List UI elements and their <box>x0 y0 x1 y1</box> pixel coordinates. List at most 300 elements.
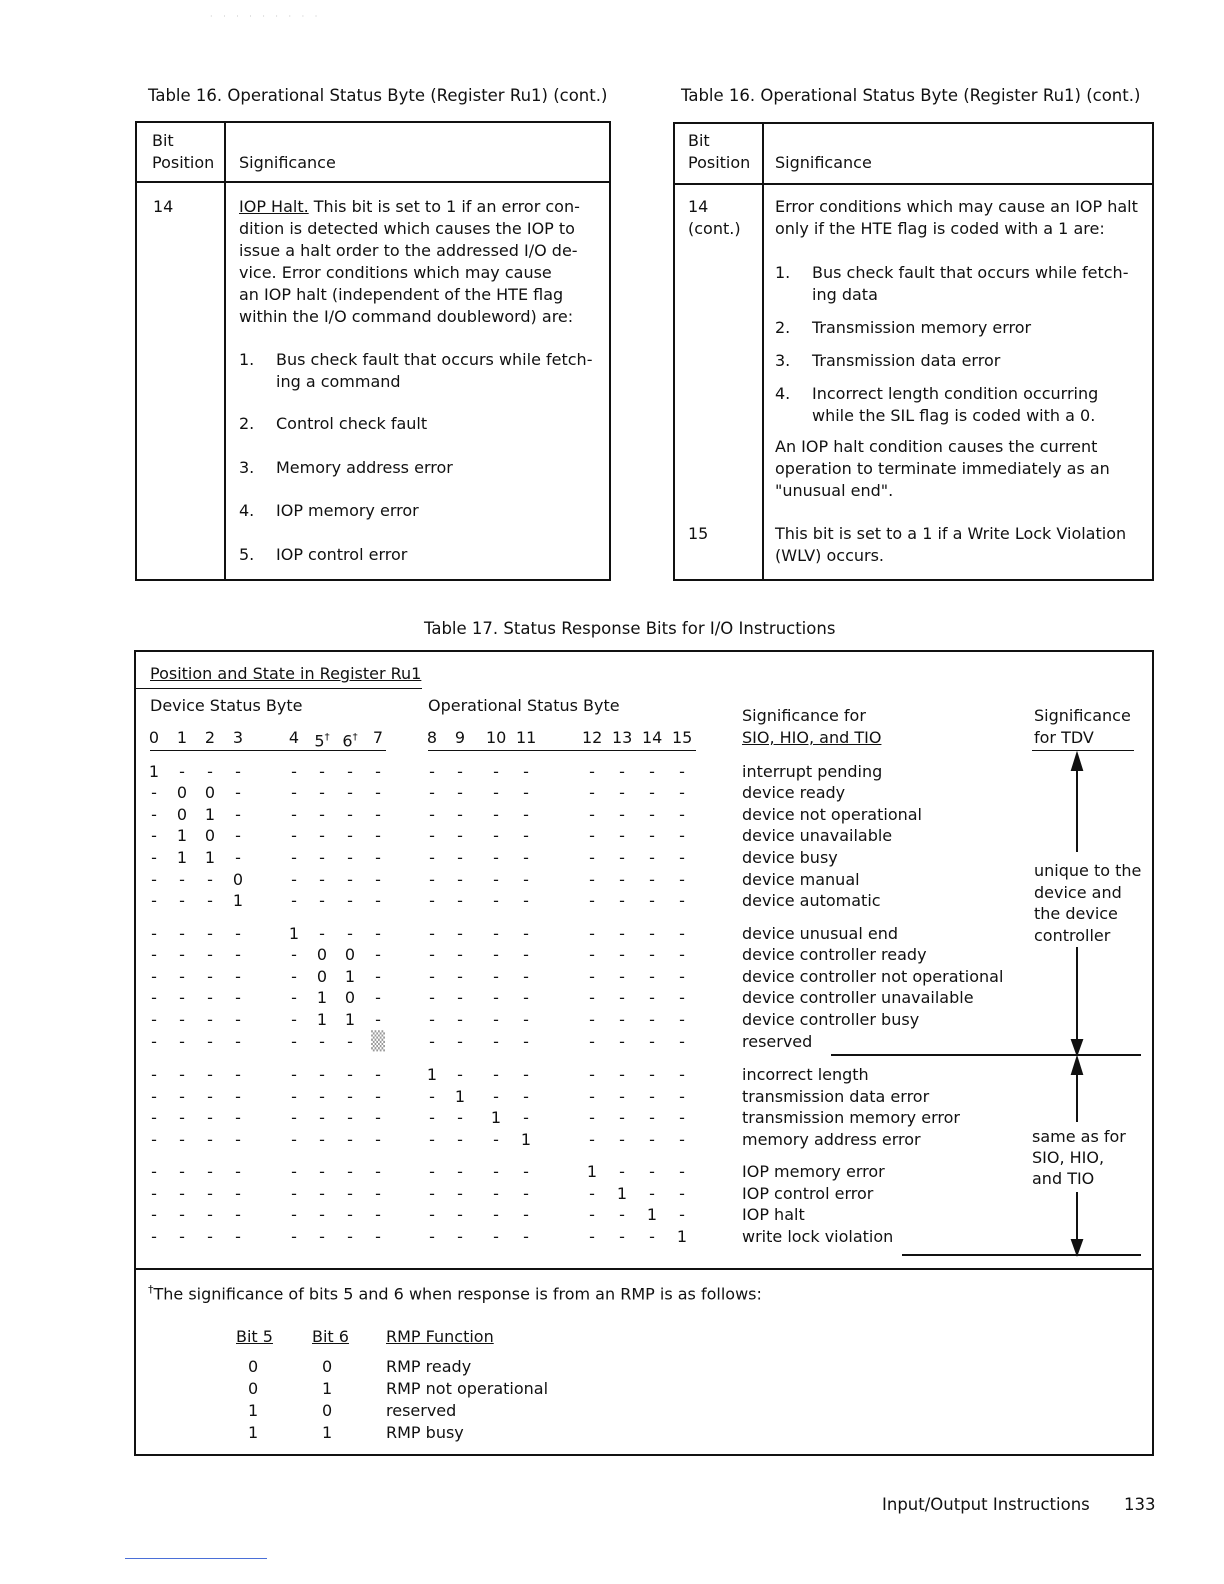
bit-cell: - <box>523 870 529 889</box>
bit-cell: - <box>179 1065 185 1084</box>
bit-cell: - <box>375 1087 381 1106</box>
bit-cell: - <box>493 762 499 781</box>
bit-cell: - <box>429 988 435 1007</box>
bit-cell: - <box>457 1184 463 1203</box>
significance-text: transmission data error <box>742 1087 930 1106</box>
bit-cell: - <box>493 805 499 824</box>
bit-cell: - <box>291 870 297 889</box>
bit-cell: - <box>589 783 595 802</box>
bit-cell: - <box>235 988 241 1007</box>
header-marks: · · · · · · · · · <box>210 12 322 21</box>
table16-right: Bit Position Significance 14 (cont.) Error conditions which may cause an IOP halt only if the HTE flag is coded with a 1 are: 1. Bus check fault that occurs while fetch- ing data 2. Transmission memory error 3. Transmission data error 4. Incorrect length condition occurring while the SIL flag is coded with a 0. An IOP halt condition causes the current operation to terminate immediately as an "unusual end". 15 This bit is set to a 1 if a Write Lock Violation (WLV) occurs. <box>673 122 1154 581</box>
significance-header: Significance <box>239 153 336 172</box>
dagger-mark: † <box>324 732 330 743</box>
rmp-cell: RMP busy <box>386 1423 464 1442</box>
bit-cell: 0 <box>316 967 328 986</box>
bit-number: 4 <box>288 728 300 747</box>
bit-cell: - <box>457 848 463 867</box>
bit-cell: - <box>319 924 325 943</box>
bit-cell: - <box>523 848 529 867</box>
bit-cell: 0 <box>204 826 216 845</box>
bit-cell: - <box>649 1087 655 1106</box>
bit-cell: - <box>649 1184 655 1203</box>
rmp-cell: 0 <box>248 1379 259 1398</box>
bit-cell: - <box>291 891 297 910</box>
bit-cell: - <box>375 924 381 943</box>
bit-cell: - <box>619 988 625 1007</box>
bit-cell: - <box>619 1065 625 1084</box>
bit-cell: - <box>649 967 655 986</box>
bit-cell: 1 <box>204 805 216 824</box>
bit-cell: - <box>235 826 241 845</box>
bit-cell: - <box>207 1065 213 1084</box>
bit-cell: - <box>319 1227 325 1246</box>
bit-cell: - <box>619 1087 625 1106</box>
bit-cell: - <box>457 1205 463 1224</box>
bit-cell: - <box>151 1162 157 1181</box>
bit-number: 3 <box>232 728 244 747</box>
iop-halt-title: IOP Halt. <box>239 197 309 216</box>
bit-cell: - <box>179 1205 185 1224</box>
bit-cell: - <box>207 988 213 1007</box>
bit-cell: - <box>235 805 241 824</box>
bit-cell: - <box>523 967 529 986</box>
bit-cell: - <box>207 945 213 964</box>
rmp-cell: 1 <box>322 1379 333 1398</box>
bit-cell: - <box>151 1032 157 1051</box>
tdv-same-text: same as for SIO, HIO, and TIO <box>1032 1127 1126 1188</box>
bit-cell: - <box>291 1032 297 1051</box>
bit-cell: - <box>179 1108 185 1127</box>
rmp-cell: reserved <box>386 1401 457 1420</box>
bit-cell: 1 <box>344 1010 356 1029</box>
bit-cell: - <box>493 1184 499 1203</box>
bit-cell: - <box>319 805 325 824</box>
bit-cell: - <box>235 945 241 964</box>
bit-cell: - <box>179 1227 185 1246</box>
bit-cell: - <box>589 762 595 781</box>
bit-cell: - <box>429 805 435 824</box>
bit-cell: - <box>151 945 157 964</box>
table16-caption-left: Table 16. Operational Status Byte (Register Ru1) (cont.) <box>148 86 608 105</box>
bit-cell: - <box>235 967 241 986</box>
significance-text: device unusual end <box>742 924 899 943</box>
bit-cell: - <box>429 1108 435 1127</box>
bit-cell: 1 <box>288 924 300 943</box>
significance-text: reserved <box>742 1032 813 1051</box>
footnote: †The significance of bits 5 and 6 when response is from an RMP is as follows: <box>148 1283 762 1304</box>
rmp-cell: RMP ready <box>386 1357 472 1376</box>
bit-cell: - <box>207 1108 213 1127</box>
bit-cell: - <box>589 1227 595 1246</box>
bit-cell: - <box>589 826 595 845</box>
bit-cell: - <box>523 1108 529 1127</box>
bit-cell: - <box>679 870 685 889</box>
bit-cell: - <box>375 783 381 802</box>
bit-cell: - <box>457 1108 463 1127</box>
bit-cell: - <box>347 848 353 867</box>
bit-cell: - <box>649 783 655 802</box>
bit-number: 13 <box>612 728 633 747</box>
bit-cell: - <box>619 967 625 986</box>
bit-cell: - <box>429 924 435 943</box>
sig-sio-header: Significance for SIO, HIO, and TIO <box>742 706 882 747</box>
bit-cell: - <box>375 848 381 867</box>
bit-cell: - <box>523 924 529 943</box>
bit-cell: - <box>589 1130 595 1149</box>
bit-number: 1 <box>176 728 188 747</box>
bit-cell: 1 <box>586 1162 598 1181</box>
bit-cell: - <box>493 1087 499 1106</box>
bit-cell: - <box>151 1130 157 1149</box>
bit-cell: - <box>375 1065 381 1084</box>
bit-cell: - <box>151 1184 157 1203</box>
significance-text: device manual <box>742 870 860 889</box>
bit-cell: - <box>589 1205 595 1224</box>
bit-cell: - <box>235 848 241 867</box>
bit-cell: 1 <box>616 1184 628 1203</box>
bit-cell: - <box>291 1184 297 1203</box>
bit-cell: - <box>679 924 685 943</box>
bit-cell: - <box>589 924 595 943</box>
bit-cell: - <box>151 1108 157 1127</box>
bit-cell: - <box>429 1227 435 1246</box>
bit-position-header: Bit Position <box>688 131 751 172</box>
bit-cell: - <box>493 1130 499 1149</box>
bit-14: 14 <box>153 197 174 216</box>
bit-cell: - <box>291 1087 297 1106</box>
bit-cell: - <box>649 1108 655 1127</box>
bit-cell: - <box>457 783 463 802</box>
bit-cell: - <box>347 805 353 824</box>
bit-cell: - <box>589 1184 595 1203</box>
bit-cell: - <box>151 1227 157 1246</box>
bit-cell: - <box>679 1205 685 1224</box>
bit-cell: - <box>649 1065 655 1084</box>
bit-cell: - <box>679 1108 685 1127</box>
bit-cell: - <box>493 924 499 943</box>
bit-cell: - <box>457 870 463 889</box>
bit-cell: - <box>493 1162 499 1181</box>
bit-cell: - <box>649 1162 655 1181</box>
bit-cell: - <box>679 1087 685 1106</box>
bit-cell: - <box>207 891 213 910</box>
bit-cell: - <box>493 891 499 910</box>
bit-cell: - <box>151 988 157 1007</box>
bit-cell: - <box>375 1130 381 1149</box>
bit-15: 15 <box>688 524 709 543</box>
bit-cell: - <box>523 1065 529 1084</box>
significance-text: write lock violation <box>742 1227 894 1246</box>
bit-cell: - <box>151 924 157 943</box>
bit-cell: - <box>523 1227 529 1246</box>
bit-cell: - <box>523 805 529 824</box>
bit-cell: - <box>429 1032 435 1051</box>
bit-cell: - <box>619 762 625 781</box>
bit-cell: - <box>649 988 655 1007</box>
rmp-cell: 1 <box>248 1401 259 1420</box>
bit-cell: - <box>291 1205 297 1224</box>
bit-cell: - <box>179 1010 185 1029</box>
bit-cell: - <box>589 1065 595 1084</box>
bit-cell: - <box>291 1065 297 1084</box>
significance-text: device automatic <box>742 891 881 910</box>
bit-cell: - <box>619 783 625 802</box>
bit-cell: - <box>589 988 595 1007</box>
bit-cell: - <box>429 945 435 964</box>
rmp-header-bit5: Bit 5 <box>236 1327 273 1346</box>
bit-cell: - <box>235 1065 241 1084</box>
bit-cell: - <box>375 988 381 1007</box>
significance-text: device controller not operational <box>742 967 1004 986</box>
bit-cell: - <box>319 1130 325 1149</box>
rmp-cell: 0 <box>322 1401 333 1420</box>
bit-cell: - <box>679 1032 685 1051</box>
bit-cell: - <box>179 891 185 910</box>
table17 <box>134 650 1154 1456</box>
bit-cell: - <box>589 1108 595 1127</box>
bit-cell: - <box>429 1184 435 1203</box>
significance-text: device controller ready <box>742 945 927 964</box>
bit-cell: - <box>457 1032 463 1051</box>
bit-cell: - <box>523 945 529 964</box>
bit-cell: - <box>179 762 185 781</box>
bit-cell: - <box>429 1010 435 1029</box>
bit-number: 8 <box>426 728 438 747</box>
bit-cell: - <box>207 870 213 889</box>
bit-cell: - <box>649 891 655 910</box>
bit-cell: - <box>151 1087 157 1106</box>
bit-cell: - <box>347 870 353 889</box>
bit-cell: - <box>619 826 625 845</box>
bit-cell: - <box>235 1205 241 1224</box>
device-status-byte-header: Device Status Byte <box>150 696 303 715</box>
bit-cell: - <box>589 870 595 889</box>
bit-cell: - <box>429 762 435 781</box>
bit-cell: - <box>151 826 157 845</box>
bit-cell: - <box>457 891 463 910</box>
table16-caption-right: Table 16. Operational Status Byte (Register Ru1) (cont.) <box>681 86 1141 105</box>
bit-cell: - <box>493 967 499 986</box>
bit-cell: - <box>457 945 463 964</box>
bit-cell: 1 <box>344 967 356 986</box>
bit-cell: - <box>375 1010 381 1029</box>
bit-cell: - <box>179 1032 185 1051</box>
bit-cell: - <box>649 762 655 781</box>
bit-cell: - <box>235 783 241 802</box>
bit-cell: 1 <box>646 1205 658 1224</box>
bit-cell: - <box>679 891 685 910</box>
bit-cell: - <box>207 1087 213 1106</box>
bit-15-text: This bit is set to a 1 if a Write Lock Violation (WLV) occurs. <box>775 524 1127 565</box>
bit-cell: - <box>589 1032 595 1051</box>
bit-cell: - <box>207 1205 213 1224</box>
bit-cell: - <box>649 1010 655 1029</box>
operational-status-byte-header: Operational Status Byte <box>428 696 620 715</box>
bit-cell: - <box>347 1087 353 1106</box>
bit-cell: - <box>319 870 325 889</box>
bit-cell: - <box>429 891 435 910</box>
bit-cell: - <box>375 1184 381 1203</box>
significance-text: device busy <box>742 848 838 867</box>
bit-cell: - <box>375 762 381 781</box>
bit-cell: 1 <box>676 1227 688 1246</box>
rmp-header-bit6: Bit 6 <box>312 1327 349 1346</box>
bit-number: 7 <box>372 728 384 747</box>
bit-cell: - <box>347 1162 353 1181</box>
bit-cell: - <box>151 1010 157 1029</box>
bit-number: 12 <box>582 728 603 747</box>
bit-cell: - <box>429 1162 435 1181</box>
bit-cell: 0 <box>344 988 356 1007</box>
rmp-cell: 1 <box>248 1423 259 1442</box>
bit-cell: - <box>679 1010 685 1029</box>
bit-cell: - <box>679 762 685 781</box>
bit-cell: - <box>523 1205 529 1224</box>
bit-cell: - <box>649 1227 655 1246</box>
bit-cell: - <box>375 891 381 910</box>
bit-cell: - <box>429 848 435 867</box>
bit-cell: 1 <box>176 826 188 845</box>
bit-cell: - <box>619 805 625 824</box>
bit-cell: - <box>679 1065 685 1084</box>
bit-cell: - <box>235 1227 241 1246</box>
bit-cell: 1 <box>316 988 328 1007</box>
bit-cell: - <box>179 1130 185 1149</box>
hte-intro: Error conditions which may cause an IOP halt only if the HTE flag is coded with a 1 are: <box>775 197 1138 238</box>
bit-cell: - <box>347 783 353 802</box>
bit-cell: - <box>679 1184 685 1203</box>
bit-cell: - <box>429 826 435 845</box>
bit-cell: - <box>235 1010 241 1029</box>
bit-cell: - <box>649 848 655 867</box>
bit-cell: - <box>589 1087 595 1106</box>
bit-cell: - <box>291 848 297 867</box>
bit-cell: - <box>589 891 595 910</box>
bit-cell: - <box>523 1162 529 1181</box>
bit-cell: - <box>179 1184 185 1203</box>
page-number: 133 <box>1124 1495 1156 1514</box>
position-header: Position and State in Register Ru1 <box>150 664 422 683</box>
bit-cell: - <box>679 783 685 802</box>
bit-cell: - <box>151 783 157 802</box>
bit-cell: - <box>457 924 463 943</box>
bit-cell: 1 <box>490 1108 502 1127</box>
rmp-header-function: RMP Function <box>386 1327 494 1346</box>
table16-left: Bit Position Significance 14 IOP Halt. This bit is set to 1 if an error con- dition is detected which causes the IOP to issue a halt order to the addressed I/O de- vice. Error conditions which may cause an IOP halt (independent of the HTE flag within the I/O command doubleword) are: 1. Bus check fault that occurs while fetch- ing a command 2. Control check fault 3. Memory address error 4. IOP memory error 5. IOP control error <box>135 121 611 581</box>
bit-cell: - <box>375 967 381 986</box>
bit-cell: 0 <box>176 783 188 802</box>
bit-cell: - <box>493 1205 499 1224</box>
bit-cell: - <box>619 848 625 867</box>
bit-cell: - <box>235 1184 241 1203</box>
bit-cell: - <box>179 924 185 943</box>
bit-cell: 1 <box>454 1087 466 1106</box>
bit-cell: - <box>375 1205 381 1224</box>
bit-cell: 1 <box>426 1065 438 1084</box>
significance-text: IOP halt <box>742 1205 805 1224</box>
bit-cell: - <box>457 988 463 1007</box>
bit-cell: 0 <box>232 870 244 889</box>
bit-cell: - <box>493 1032 499 1051</box>
bit-cell: 1 <box>232 891 244 910</box>
bit-cell: - <box>291 826 297 845</box>
bit-cell: - <box>235 1130 241 1149</box>
bit-cell: - <box>291 945 297 964</box>
bit-cell: - <box>291 1162 297 1181</box>
bit-cell: - <box>619 870 625 889</box>
bit-cell: - <box>235 762 241 781</box>
bit-cell: - <box>679 1130 685 1149</box>
bit-cell: 1 <box>176 848 188 867</box>
bit-cell: - <box>493 945 499 964</box>
bit-cell: - <box>649 805 655 824</box>
bit-cell: - <box>679 1162 685 1181</box>
rmp-cell: 1 <box>322 1423 333 1442</box>
bit-cell: - <box>619 891 625 910</box>
bit-cell: - <box>375 1162 381 1181</box>
significance-text: IOP control error <box>742 1184 874 1203</box>
bit-cell: 1 <box>148 762 160 781</box>
bit-cell: - <box>347 1227 353 1246</box>
bit-cell: - <box>319 762 325 781</box>
bit-cell: - <box>207 1184 213 1203</box>
bit-cell: - <box>179 945 185 964</box>
bit-cell: - <box>619 1010 625 1029</box>
bit-cell: - <box>347 1065 353 1084</box>
bit-cell: - <box>429 967 435 986</box>
bit-cell: - <box>457 967 463 986</box>
bit-cell: - <box>679 988 685 1007</box>
bit-cell: - <box>235 1108 241 1127</box>
bit-cell: - <box>493 1065 499 1084</box>
dagger-mark: † <box>352 732 358 743</box>
footer-title: Input/Output Instructions <box>882 1495 1090 1514</box>
bit-cell: - <box>619 1032 625 1051</box>
bit-cell: 1 <box>316 1010 328 1029</box>
bit-cell: - <box>319 1108 325 1127</box>
bit-cell: - <box>523 891 529 910</box>
sig-tdv-header: Significance for TDV <box>1034 706 1131 747</box>
bit-cell: - <box>347 826 353 845</box>
bit-cell: - <box>619 1227 625 1246</box>
bit-cell: - <box>589 945 595 964</box>
bit-cell: - <box>429 783 435 802</box>
bit-cell: - <box>319 1065 325 1084</box>
rmp-cell: 0 <box>322 1357 333 1376</box>
table17-caption: Table 17. Status Response Bits for I/O Instructions <box>424 619 836 638</box>
bit-cell: - <box>679 805 685 824</box>
footnote-separator <box>136 1268 1152 1270</box>
significance-text: incorrect length <box>742 1065 869 1084</box>
bit-cell: - <box>319 1205 325 1224</box>
bit-cell: - <box>457 1130 463 1149</box>
bit-cell: - <box>375 826 381 845</box>
bit-cell: - <box>457 1010 463 1029</box>
bit-cell: - <box>649 945 655 964</box>
bit-cell: - <box>523 1010 529 1029</box>
bit-cell: - <box>589 805 595 824</box>
bit-number: 11 <box>516 728 537 747</box>
bit-cell: - <box>291 1010 297 1029</box>
bit-number: 9 <box>454 728 466 747</box>
rmp-cell: RMP not operational <box>386 1379 549 1398</box>
bit-cell: - <box>457 1065 463 1084</box>
bit-cell: - <box>319 783 325 802</box>
bit-cell: - <box>523 783 529 802</box>
bit-cell: - <box>207 1130 213 1149</box>
bit-cell: - <box>493 848 499 867</box>
